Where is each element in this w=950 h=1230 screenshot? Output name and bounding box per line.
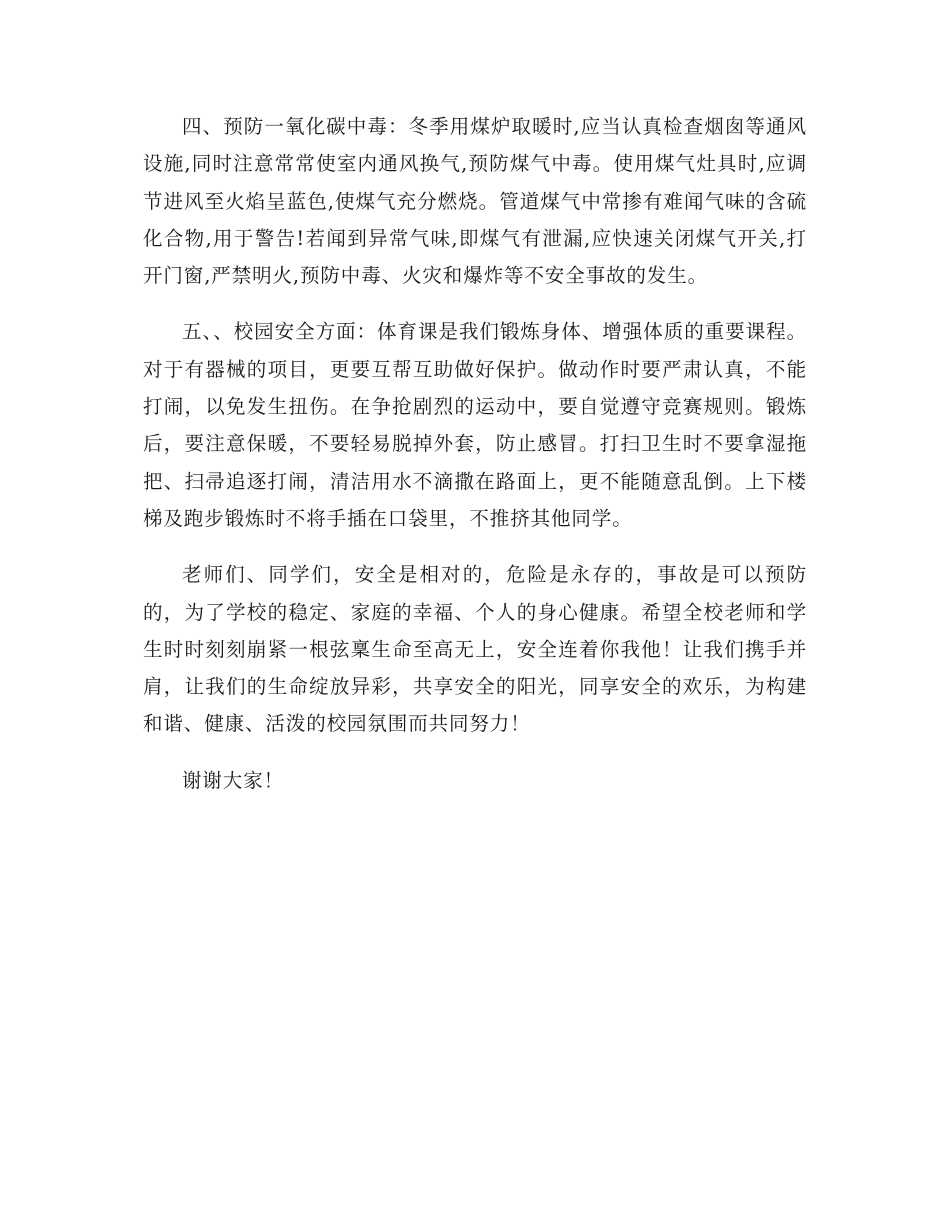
paragraph-conclusion: 老师们、同学们，安全是相对的，危险是永存的，事故是可以预防的，为了学校的稳定、家庭的幸福、个人的身心健康。希望全校老师和学生时时刻刻崩紧一根弦稟生命至高无上，安全连着你我他！让我们携手并肩，让我们的生命绽放异彩，共享安全的阳光，同享安全的欢乐，为构建和谐、健康、活泼的校园氛围而共同努力！ — [143, 563, 807, 736]
document-body — [143, 108, 807, 818]
paragraph-co-poisoning: 四、预防一氧化碳中毒：冬季用煤炉取暖时,应当认真检查烟囱等通风设施,同时注意常常使室内通风换气,预防煤气中毒。使用煤气灶具时,应调节进风至火焰呈蓝色,使煤气充分燃烧。管道煤气中常掺有难闻气味的含硫化合物,用于警告!若闻到异常气味,即煤气有泄漏,应快速关闭煤气开关,打开门窗,严禁明火,预防中毒、火灾和爆炸等不安全事故的发生。 — [143, 115, 807, 288]
paragraph-campus-safety: 五、、校园安全方面：体育课是我们锻炼身体、增强体质的重要课程。对于有器械的项目，更要互帮互助做好保护。做动作时要严肃认真，不能打闹，以免发生扭伤。在争抢剧烈的运动中，要自觉遵守竞赛规则。锻炼后，要注意保暖，不要轻易脱掉外套，防止感冒。打扫卫生时不要拿湿拖把、扫帚追逐打闹，清洁用水不滴撒在路面上，更不能随意乱倒。上下楼梯及跑步锻炼时不将手插在口袋里，不推挤其他同学。 — [143, 320, 807, 530]
paragraph-thanks: 谢谢大家！ — [182, 768, 285, 792]
